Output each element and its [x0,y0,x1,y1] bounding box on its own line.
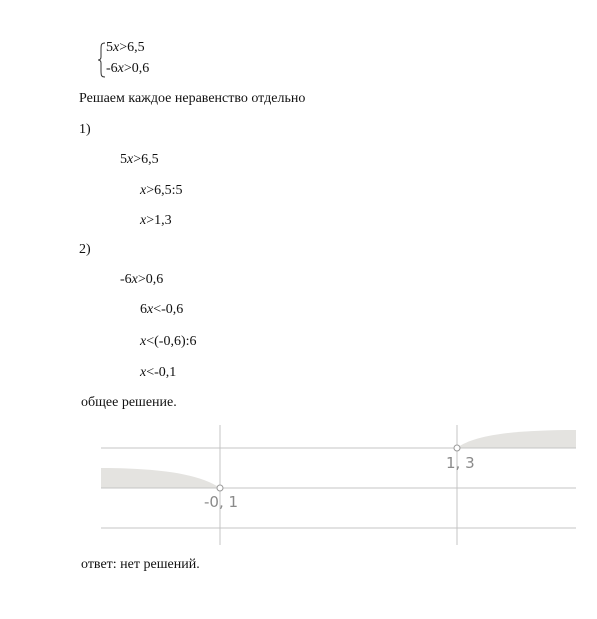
part-2-step-3: x<(-0,6):6 [140,334,197,349]
part-2-label: 2) [79,242,91,257]
system-line-1: 5x>6,5 [106,40,145,55]
shade-right [457,430,576,448]
part-1-step-1: 5x>6,5 [120,152,159,167]
point-label-left: -0, 1 [204,493,239,511]
shade-left [101,468,220,488]
answer-text: ответ: нет решений. [81,557,200,572]
open-point-left [217,485,223,491]
part-1-step-2: x>6,5:5 [140,183,183,198]
part-1-step-3: x>1,3 [140,213,172,228]
part-2-step-2: 6x<-0,6 [140,302,184,317]
system-line-2: -6x>0,6 [106,61,150,76]
open-point-right [454,445,460,451]
part-1-label: 1) [79,122,91,137]
part-2-step-1: -6x>0,6 [120,272,164,287]
general-solution-label: общее решение. [81,395,177,410]
part-2-step-4: x<-0,1 [140,365,177,380]
point-label-right: 1, 3 [446,454,475,472]
intro-text: Решаем каждое неравенство отдельно [79,91,306,106]
